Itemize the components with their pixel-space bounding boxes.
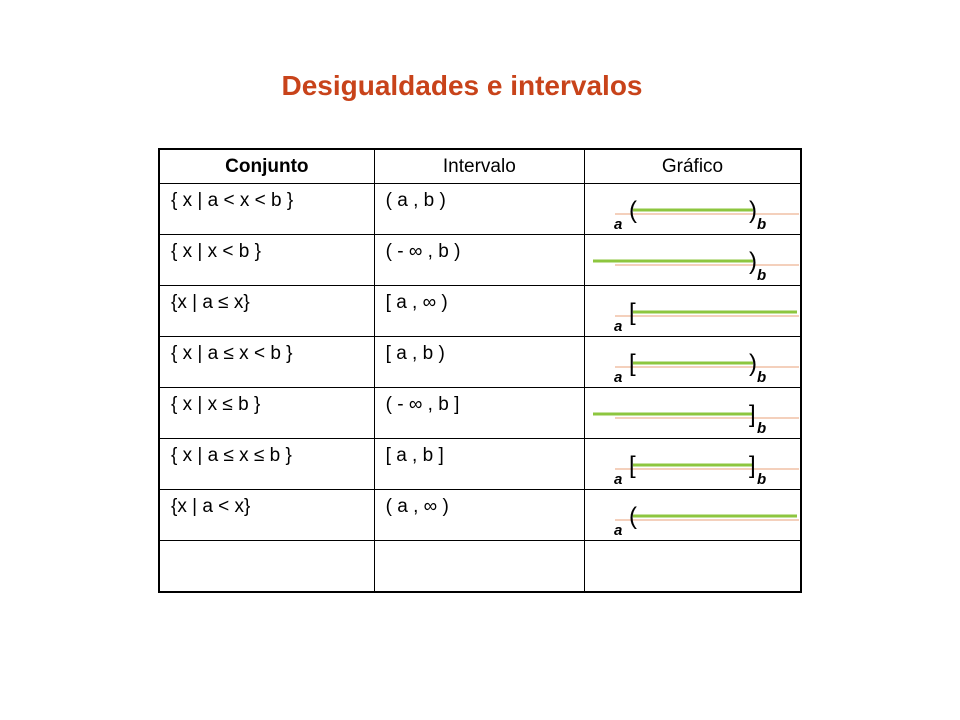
interval-graph <box>585 439 799 489</box>
left-endpoint-label: a <box>614 216 623 233</box>
conjunto-text <box>160 541 374 547</box>
header-conjunto: Conjunto <box>159 149 374 184</box>
left-endpoint-label: a <box>614 369 623 386</box>
intervalo-cell <box>374 490 584 541</box>
grafico-cell <box>585 184 801 235</box>
right-endpoint-bracket: ) <box>749 248 758 275</box>
interval-graph <box>585 184 799 234</box>
left-endpoint-bracket: [ <box>629 299 636 326</box>
right-endpoint-label: b <box>757 471 767 488</box>
conjunto-cell <box>159 286 374 337</box>
intervalo-cell <box>374 235 584 286</box>
right-endpoint-bracket: ] <box>749 401 756 428</box>
interval-graph <box>585 286 799 336</box>
left-endpoint-label: a <box>614 522 623 539</box>
table-row <box>159 184 801 235</box>
intervalo-text: ( a , b ) <box>385 190 446 211</box>
intervalo-cell <box>374 541 584 593</box>
right-endpoint-bracket: ) <box>749 197 758 224</box>
right-endpoint-bracket: ) <box>749 350 758 377</box>
intervalo-text: ( a , ∞ ) <box>385 496 449 517</box>
table-header-row <box>159 149 801 184</box>
intervalo-cell <box>374 337 584 388</box>
intervalo-cell <box>374 184 584 235</box>
left-endpoint-bracket: ( <box>629 197 638 224</box>
conjunto-cell <box>159 541 374 593</box>
table-row <box>159 337 801 388</box>
interval-graph <box>585 388 799 438</box>
table-row <box>159 439 801 490</box>
conjunto-text: {x | a < x} <box>171 496 251 517</box>
grafico-cell <box>585 490 801 541</box>
right-endpoint-label: b <box>757 216 767 233</box>
conjunto-text: { x | a ≤ x ≤ b } <box>171 445 292 466</box>
intervalo-text <box>375 541 584 547</box>
conjunto-text: {x | a ≤ x} <box>171 292 250 313</box>
conjunto-text: { x | x ≤ b } <box>171 394 261 415</box>
right-endpoint-bracket: ] <box>749 452 756 479</box>
intervalo-text: [ a , b ) <box>385 343 445 364</box>
conjunto-text: { x | x < b } <box>171 241 261 262</box>
left-endpoint-bracket: [ <box>629 452 636 479</box>
intervalo-cell <box>374 388 584 439</box>
conjunto-cell <box>159 490 374 541</box>
grafico-cell <box>585 541 801 593</box>
conjunto-text: { x | a < x < b } <box>171 190 294 211</box>
grafico-cell <box>585 388 801 439</box>
conjunto-cell <box>159 439 374 490</box>
intervalo-text: [ a , b ] <box>385 445 444 466</box>
interval-graph <box>585 337 799 387</box>
grafico-cell <box>585 439 801 490</box>
intervals-table <box>158 148 802 593</box>
conjunto-cell <box>159 337 374 388</box>
table-row <box>159 235 801 286</box>
conjunto-cell <box>159 388 374 439</box>
left-endpoint-label: a <box>614 471 623 488</box>
conjunto-cell <box>159 184 374 235</box>
left-endpoint-bracket: ( <box>629 503 638 530</box>
grafico-cell <box>585 286 801 337</box>
intervalo-text: ( - ∞ , b ] <box>385 394 460 415</box>
table-row <box>159 541 801 593</box>
interval-graph <box>585 490 799 540</box>
right-endpoint-label: b <box>757 369 767 386</box>
grafico-cell <box>585 337 801 388</box>
header-intervalo: Intervalo <box>374 149 584 184</box>
conjunto-cell <box>159 235 374 286</box>
intervalo-cell <box>374 439 584 490</box>
page-title: Desigualdades e intervalos <box>281 70 643 101</box>
table-row <box>159 286 801 337</box>
header-grafico: Gráfico <box>585 149 801 184</box>
intervalo-text: ( - ∞ , b ) <box>385 241 461 262</box>
interval-graph <box>585 235 799 285</box>
intervalo-cell <box>374 286 584 337</box>
intervalo-text: [ a , ∞ ) <box>385 292 448 313</box>
table-row <box>159 388 801 439</box>
left-endpoint-label: a <box>614 318 623 335</box>
left-endpoint-bracket: [ <box>629 350 636 377</box>
table-row <box>159 490 801 541</box>
grafico-cell <box>585 235 801 286</box>
right-endpoint-label: b <box>757 267 767 284</box>
right-endpoint-label: b <box>757 420 767 437</box>
conjunto-text: { x | a ≤ x < b } <box>171 343 293 364</box>
